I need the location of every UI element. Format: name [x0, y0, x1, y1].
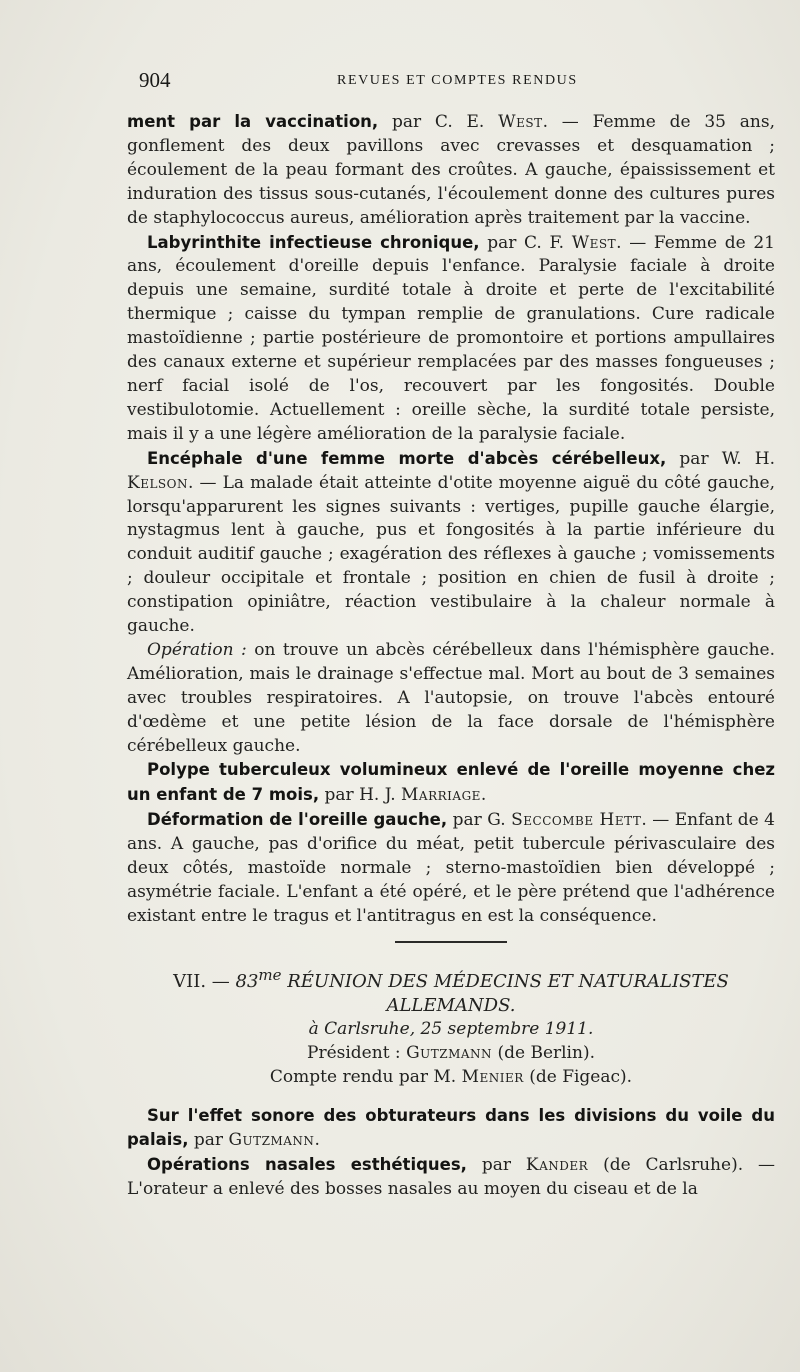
paragraph-text: .: [314, 1130, 320, 1151]
byline: par H. J.: [319, 785, 402, 806]
author-name: Seccombe Hett: [511, 810, 642, 831]
reporter-name: Menier: [461, 1066, 524, 1087]
paragraph-deformation: [127, 808, 775, 929]
paragraph-lead: Polype tuberculeux volumineux enlevé de l'oreille moyenne chez un enfant de 7 mois,: [127, 760, 775, 805]
paragraph-lead: Sur l'effet sonore des obturateurs dans les divisions du voile du palais,: [127, 1105, 775, 1150]
paragraph-obturateurs: [127, 1104, 775, 1154]
paragraph-lead: ment par la vaccination,: [127, 112, 379, 131]
byline: par: [188, 1130, 229, 1151]
section-ordinal-suffix: me: [258, 965, 282, 984]
paragraph-text: . — La malade était atteinte d'otite moyenne aiguë du côté gauche, lorsqu'apparurent les signes suivants : vertiges, pupille gauche élargie, nystagmus lent à gauche, pus et fongosités à la partie inférieure du conduit auditif gauche ; exagération des réflexes à gauche ; vomissements ; douleur occipitale et frontale ; position en chien de fusil à droite ; constipation opiniâtre, réaction vestibulaire à la chaleur normale à gauche.: [127, 472, 775, 637]
paragraph-lead: Opérations nasales esthétiques,: [147, 1155, 467, 1175]
paragraph-text: (de Carlsruhe). — L'orateur a enlevé des bosses nasales au moyen du ciseau et de la: [127, 1155, 775, 1200]
paragraph-text: . — Enfant de 4 ans. A gauche, pas d'orifice du méat, petit tubercule périvasculaire des deux côtés, mastoïde normale ; sterno-mastoïdien bien développé ; asymétrie faciale. L'enfant a été opéré, et le père prétend que l'adhérence existant entre le tragus et l'antitragus en est la conséquence.: [127, 810, 776, 926]
president-place: (de Berlin).: [492, 1042, 595, 1063]
paragraph-lead: Déformation de l'oreille gauche,: [147, 810, 448, 830]
author-name: West: [571, 232, 617, 253]
paragraph-labyrinthite: [127, 231, 775, 447]
section-report: [127, 1066, 775, 1090]
article-body: [127, 110, 775, 1202]
president-name: Gutzmann: [406, 1042, 493, 1063]
president-label: Président :: [307, 1042, 407, 1063]
byline: par C. F.: [479, 232, 572, 253]
section-title: RÉUNION DES MÉDECINS ET NATURALISTES ALLEMANDS.: [281, 970, 729, 1016]
paragraph-text: . — Femme de 21 ans, écoulement d'oreille depuis l'enfance. Paralysie faciale à droite depuis une semaine, surdité totale à droite et perte de l'excitabilité thermique ; caisse du tympan remplie de granulations. Cure radicale mastoïdienne ; partie postérieure de promontoire et portions ampullaires des canaux externe et supérieur remplacées par des masses fongueuses ; nerf facial isolé de l'os, recouvert par les fongosités. Double vestibulotomie. Actuellement : oreille sèche, la surdité totale persiste, mais il y a une légère amélioration de la paralysie faciale.: [127, 232, 775, 444]
paragraph-encephale: [127, 447, 775, 639]
running-head: [139, 68, 773, 98]
byline: par W. H.: [666, 448, 776, 469]
author-name: Gutzmann: [228, 1130, 315, 1151]
report-label: Compte rendu par M.: [269, 1066, 462, 1087]
section-divider: [395, 941, 507, 943]
section-ordinal: 83: [235, 970, 259, 992]
paragraph-polype: [127, 758, 775, 808]
section-place-date: à Carlsruhe, 25 septembre 1911.: [308, 1018, 594, 1039]
reporter-place: (de Figeac).: [523, 1066, 633, 1087]
running-title: REVUES ET COMPTES RENDUS: [337, 73, 578, 88]
paragraph-text: .: [480, 785, 487, 806]
section-number: VII. —: [173, 970, 236, 992]
author-name: West: [498, 112, 543, 132]
paragraph-operations-nasales: [127, 1153, 775, 1202]
paragraph-operation: [127, 639, 775, 759]
paragraph-italic-lead: Opération :: [147, 639, 247, 660]
author-name: Kander: [525, 1155, 589, 1176]
page-number: 904: [139, 68, 171, 92]
paragraph-text: . — Femme de 35 ans, gonflement des deux pavillons avec crevasses et desquamation ; écoulement de la peau formant des croûtes. A gauche, épaississement et induration des tissus sous-cutanés, l'écoulement donne des cultures pures de staphylococcus aureus, amélioration après traitement par la vaccine.: [127, 112, 775, 228]
paragraph-lead: Encéphale d'une femme morte d'abcès cérébelleux,: [147, 448, 667, 468]
author-name: Kelson: [127, 472, 188, 493]
byline: par G.: [447, 810, 512, 831]
section-president: [127, 1042, 775, 1066]
paragraph-text: on trouve un abcès cérébelleux dans l'hémisphère gauche. Amélioration, mais le drainage s'effectue mal. Mort au bout de 3 semaines avec troubles respiratoires. A l'autopsie, on trouve l'abcès entouré d'œdème et une petite lésion de la face dorsale de l'hémisphère cérébelleux gauche.: [127, 639, 775, 756]
byline: par C. E.: [378, 112, 499, 132]
byline: par: [466, 1155, 526, 1176]
paragraph-vaccination: [127, 110, 775, 231]
section-heading: [127, 963, 775, 1018]
paragraph-lead: Labyrinthite infectieuse chronique,: [147, 232, 480, 252]
author-name: Marriage: [401, 785, 481, 806]
